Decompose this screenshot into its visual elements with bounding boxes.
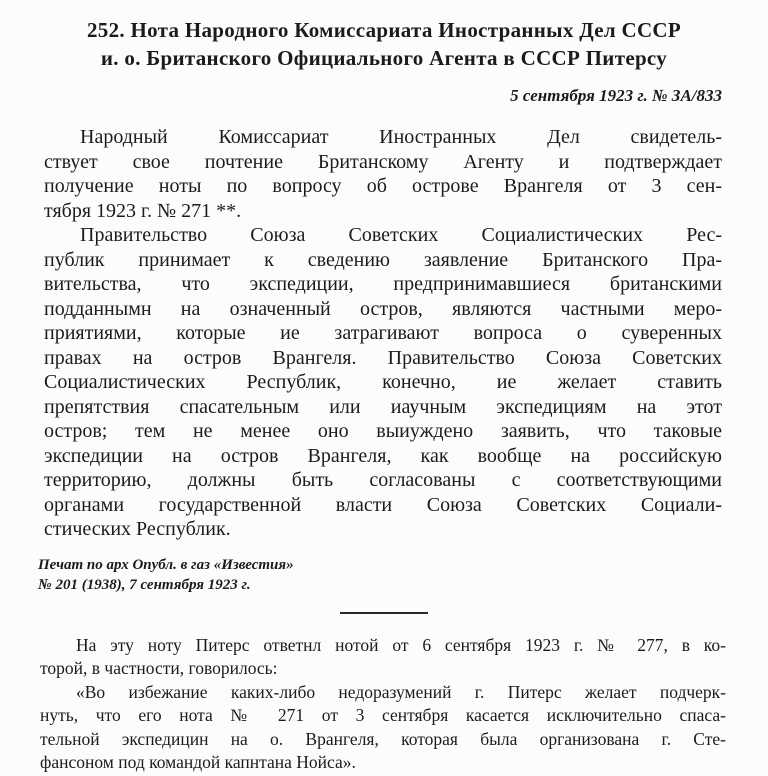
text-line: тября 1923 г. № 271 **. xyxy=(44,199,242,222)
text-line: правах на остров Врангеля. Правительство Союза Советских xyxy=(44,346,722,369)
text-line: Социалистических Республик, конечно, ие желает ставить xyxy=(44,371,722,393)
text-line: нуть, что его нота № 271 от 3 сентября касается исключительно спаса- xyxy=(40,705,726,725)
text-line: Народный Комиссариат Иностранных Дел свидетель- xyxy=(80,126,722,148)
text-line: торой, в частности, говорилось: xyxy=(40,658,278,678)
text-line: подданнымн на означенный остров, являются частными меро- xyxy=(44,297,722,320)
footnote-paragraph-2 xyxy=(40,681,726,775)
text-line: фансоном под командой капнтана Нойса». xyxy=(40,752,356,772)
text-line: препятствия спасательным или иаучным экспедициям на этот xyxy=(44,395,722,418)
document-title xyxy=(36,16,732,72)
text-line: Правительство Союза Советских Социалистических Рес- xyxy=(80,224,722,246)
text-line: стических Республик. xyxy=(44,518,231,540)
note-body xyxy=(44,125,722,542)
body-paragraph-1 xyxy=(44,125,722,223)
text-line: экспедиции на остров Врангеля, как вообще на российскую xyxy=(44,444,722,467)
text-line: тельной экспедицин на о. Врангеля, которая была организована г. Сте- xyxy=(40,728,726,749)
text-line: ствует свое почтение Британскому Агенту и подтверждает xyxy=(44,150,722,173)
text-line: приятиями, которые ие затрагивают вопроса о суверенных xyxy=(44,322,722,344)
title-line-1: 252. Нота Народного Комиссариата Иностранных Дел СССР xyxy=(86,18,682,42)
text-line: публик принимает к сведению заявление Британского Пра- xyxy=(44,248,722,271)
text-line: получение ноты по вопросу об острове Врангеля от 3 сен- xyxy=(44,175,722,197)
text-line: органами государственной власти Союза Советских Социали- xyxy=(44,493,722,516)
body-paragraph-2 xyxy=(44,223,722,542)
source-note-line-1: Печат по арх Опубл. в газ «Известия» xyxy=(38,556,294,573)
source-note xyxy=(38,555,722,595)
text-line: «Во избежание каких-либо недоразумений г. Питерс желает подчерк- xyxy=(76,681,726,702)
text-line: остров; тем не менее оно выиуждено заявить, что таковые xyxy=(44,420,722,442)
section-divider xyxy=(340,612,428,614)
source-note-line-2: № 201 (1938), 7 сентября 1923 г. xyxy=(38,576,251,593)
dateline: 5 сентября 1923 г. № ЗА/833 xyxy=(510,86,722,105)
text-line: вительства, что экспедиции, предпринимавшиеся британскими xyxy=(44,273,722,295)
text-line: На эту ноту Питерс ответнл нотой от 6 сентября 1923 г. № 277, в ко- xyxy=(76,634,726,655)
text-line: территорию, должны быть согласованы с соответствующими xyxy=(44,469,722,491)
footnote xyxy=(40,634,726,775)
title-line-2: и. о. Британского Официального Агента в СССР Питерсу xyxy=(100,46,668,70)
footnote-paragraph-1 xyxy=(40,634,726,681)
